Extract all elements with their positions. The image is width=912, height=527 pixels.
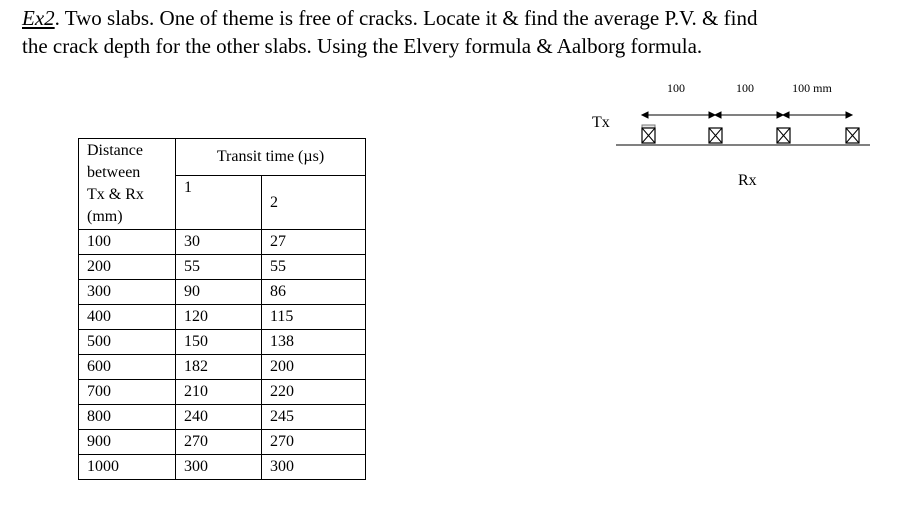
transit-time-slab1-cell: 150 [176,330,262,355]
rx-label: Rx [738,172,757,189]
transit-time-slab2-cell: 138 [262,330,366,355]
distance-cell: 900 [79,430,176,455]
transit-time-slab2-cell: 220 [262,380,366,405]
transmitter-icon [642,125,655,143]
transit-time-slab2-cell: 115 [262,305,366,330]
distance-cell: 200 [79,255,176,280]
distance-cell: 500 [79,330,176,355]
table-header-row [79,139,366,176]
header-distance-line: (mm) [87,208,123,225]
transit-time-slab2-cell: 245 [262,405,366,430]
subheader-slab-2: 2 [262,176,366,230]
table-row [79,280,366,305]
table-row [79,430,366,455]
transit-time-slab2-cell: 27 [262,230,366,255]
problem-statement [22,4,902,60]
distance-cell: 1000 [79,455,176,480]
exercise-label: Ex2 [22,6,55,30]
transit-time-slab1-cell: 240 [176,405,262,430]
transit-time-slab1-cell: 300 [176,455,262,480]
distance-cell: 300 [79,280,176,305]
problem-text-line2: the crack depth for the other slabs. Using the Elvery formula & Aalborg formula. [22,34,703,58]
header-distance-line: between [87,164,141,181]
transducer-diagram [580,70,880,190]
distance-cell: 600 [79,355,176,380]
transit-time-slab1-cell: 55 [176,255,262,280]
transit-time-slab1-cell: 210 [176,380,262,405]
distance-cell: 400 [79,305,176,330]
transit-time-slab1-cell: 270 [176,430,262,455]
receiver-icon [709,128,722,143]
spacing-label-3: 100 mm [792,81,832,95]
transit-time-slab2-cell: 270 [262,430,366,455]
table-row [79,255,366,280]
table-row [79,330,366,355]
distance-cell: 700 [79,380,176,405]
subheader-slab-1: 1 [176,176,262,230]
receiver-icon [846,128,859,143]
transit-time-slab1-cell: 90 [176,280,262,305]
distance-cell: 100 [79,230,176,255]
table-row [79,305,366,330]
problem-text-line1: . Two slabs. One of theme is free of cracks. Locate it & find the average P.V. & find [54,6,758,30]
transit-time-slab1-cell: 120 [176,305,262,330]
tx-label: Tx [592,114,610,131]
table-row [79,230,366,255]
transit-time-slab2-cell: 300 [262,455,366,480]
header-distance [79,139,176,230]
transit-time-slab2-cell: 200 [262,355,366,380]
spacing-label-2: 100 [736,81,754,95]
transit-time-slab1-cell: 182 [176,355,262,380]
table-row [79,380,366,405]
transit-time-table [78,138,366,480]
receiver-icon [777,128,790,143]
spacing-label-1: 100 [667,81,685,95]
transit-time-slab1-cell: 30 [176,230,262,255]
header-distance-line: Tx & Rx [87,186,144,203]
header-distance-line: Distance [87,142,143,159]
dimension-arrows [642,112,852,118]
table-row [79,455,366,480]
transit-time-slab2-cell: 55 [262,255,366,280]
table-row [79,405,366,430]
distance-cell: 800 [79,405,176,430]
header-transit-time: Transit time (µs) [176,139,366,176]
transit-time-slab2-cell: 86 [262,280,366,305]
table-row [79,355,366,380]
